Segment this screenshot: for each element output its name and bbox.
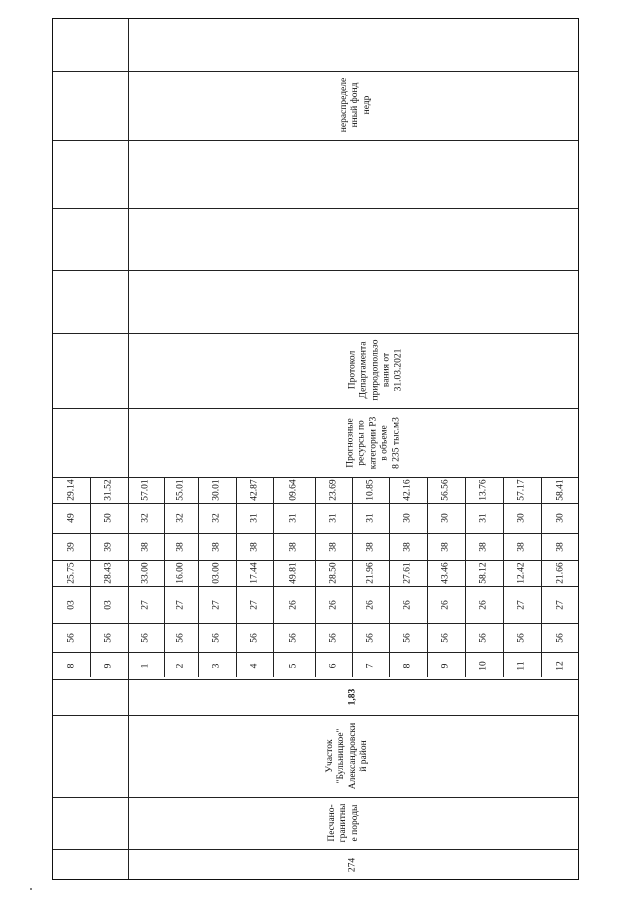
coord-cell-lon-sec: 42.87 <box>248 479 259 501</box>
point-divider <box>164 477 165 677</box>
coordinates-table <box>52 18 579 880</box>
coord-cell-lon-deg: 38 <box>440 541 451 552</box>
field-divider <box>128 560 578 561</box>
coord-cell-n: 8 <box>65 663 76 668</box>
coord-cell-lon-sec: 42.16 <box>402 479 413 501</box>
coord-cell-lon-sec: 57.01 <box>140 479 151 501</box>
coord-cell-lat-deg: 56 <box>248 632 259 643</box>
rock-type-cell: Песчано- гранитны е породы <box>326 803 360 843</box>
coord-cell-lon-min: 31 <box>248 513 259 523</box>
coord-cell-lon-min: 30 <box>402 513 413 523</box>
row-divider <box>53 208 578 209</box>
coord-cell-lat-sec: 43.46 <box>440 562 451 584</box>
field-divider <box>128 533 578 534</box>
coord-cell-n: 9 <box>440 663 451 668</box>
row-divider <box>53 71 578 72</box>
field-divider <box>53 560 128 561</box>
coord-cell-lat-sec: 25.75 <box>65 562 76 584</box>
coord-cell-lat-min: 27 <box>211 599 222 610</box>
coord-cell-lat-sec: 28.50 <box>327 562 338 584</box>
coord-cell-lon-min: 30 <box>554 513 565 523</box>
coord-cell-lon-deg: 38 <box>211 541 222 552</box>
fund-status-cell: нераспределе нный фонд недр <box>338 77 372 133</box>
point-divider <box>465 477 466 677</box>
column-divider <box>128 19 129 879</box>
coord-cell-lat-deg: 56 <box>288 632 299 643</box>
coord-cell-lat-min: 27 <box>554 599 565 610</box>
coord-cell-lat-deg: 56 <box>103 632 114 643</box>
point-divider <box>273 477 274 677</box>
point-divider <box>315 477 316 677</box>
coord-cell-lon-deg: 38 <box>554 541 565 552</box>
coord-cell-lon-deg: 38 <box>175 541 186 552</box>
point-divider <box>90 477 91 677</box>
coord-cell-lat-sec: 21.66 <box>554 562 565 584</box>
coord-cell-lon-sec: 29.14 <box>65 479 76 501</box>
coord-cell-lat-min: 26 <box>327 599 338 610</box>
coord-cell-lon-deg: 38 <box>364 541 375 552</box>
coord-cell-lat-deg: 56 <box>478 632 489 643</box>
coord-cell-lat-min: 26 <box>402 599 413 610</box>
field-divider <box>53 586 128 587</box>
coord-cell-lat-sec: 16.00 <box>175 562 186 584</box>
stray-dot <box>30 888 32 890</box>
row-divider <box>53 140 578 141</box>
field-divider <box>53 503 128 504</box>
row-divider <box>53 715 578 716</box>
field-divider <box>128 623 578 624</box>
point-divider <box>236 477 237 677</box>
point-divider <box>427 477 428 677</box>
coord-cell-lon-sec: 30.01 <box>211 479 222 501</box>
coord-cell-lon-deg: 38 <box>327 541 338 552</box>
point-divider <box>389 477 390 677</box>
coord-cell-lat-deg: 56 <box>211 632 222 643</box>
field-divider <box>53 533 128 534</box>
coord-cell-lon-deg: 38 <box>140 541 151 552</box>
coord-cell-n: 9 <box>103 663 114 668</box>
coord-cell-lon-min: 31 <box>288 513 299 523</box>
coord-cell-lon-deg: 38 <box>516 541 527 552</box>
coord-cell-n: 4 <box>248 663 259 668</box>
coord-cell-lat-sec: 28.43 <box>103 562 114 584</box>
coord-cell-lon-sec: 55.01 <box>175 479 186 501</box>
coord-cell-n: 5 <box>288 663 299 668</box>
coord-cell-lat-sec: 12.42 <box>516 562 527 584</box>
coord-cell-lon-deg: 39 <box>65 541 76 552</box>
point-divider <box>352 477 353 677</box>
coord-cell-lon-deg: 38 <box>478 541 489 552</box>
coord-cell-lat-min: 03 <box>103 599 114 610</box>
coord-cell-lon-deg: 38 <box>248 541 259 552</box>
coord-cell-lat-min: 26 <box>478 599 489 610</box>
coord-cell-lat-deg: 56 <box>327 632 338 643</box>
row-divider <box>53 679 578 680</box>
field-divider <box>53 652 128 653</box>
coord-cell-lon-deg: 38 <box>402 541 413 552</box>
coord-cell-lon-sec: 23.69 <box>327 479 338 501</box>
coord-cell-lat-sec: 58.12 <box>478 562 489 584</box>
coord-cell-lat-min: 27 <box>248 599 259 610</box>
coord-cell-lon-min: 32 <box>211 513 222 523</box>
point-divider <box>503 477 504 677</box>
coord-cell-lat-min: 26 <box>364 599 375 610</box>
coord-cell-lon-sec: 56.56 <box>440 479 451 501</box>
coord-cell-n: 3 <box>211 663 222 668</box>
coord-cell-lon-min: 31 <box>364 513 375 523</box>
coord-cell-lat-sec: 03.00 <box>211 562 222 584</box>
coord-cell-lon-min: 31 <box>478 513 489 523</box>
coord-cell-n: 6 <box>327 663 338 668</box>
coord-cell-n: 10 <box>478 660 489 671</box>
object-number: 274 <box>347 857 358 873</box>
coord-cell-lon-min: 32 <box>175 513 186 523</box>
field-divider <box>128 652 578 653</box>
coord-cell-lat-deg: 56 <box>140 632 151 643</box>
row-divider <box>53 333 578 334</box>
coord-cell-lat-deg: 56 <box>65 632 76 643</box>
point-divider <box>128 477 129 677</box>
coord-cell-lon-min: 30 <box>440 513 451 523</box>
coord-cell-lon-deg: 39 <box>103 541 114 552</box>
coord-cell-lat-deg: 56 <box>554 632 565 643</box>
coord-cell-lon-min: 49 <box>65 513 76 523</box>
coord-cell-lon-min: 32 <box>140 513 151 523</box>
coord-cell-lon-min: 31 <box>327 513 338 523</box>
coord-cell-lat-sec: 49.81 <box>288 562 299 584</box>
point-divider <box>541 477 542 677</box>
coord-cell-n: 8 <box>402 663 413 668</box>
coord-cell-lat-min: 26 <box>440 599 451 610</box>
coord-cell-lon-sec: 57.17 <box>516 479 527 501</box>
coord-cell-lat-deg: 56 <box>516 632 527 643</box>
coord-cell-lat-deg: 56 <box>364 632 375 643</box>
coord-cell-lat-deg: 56 <box>402 632 413 643</box>
row-divider <box>53 797 578 798</box>
resources-cell: Прогнозные ресурсы по категории Р3 в объеме 8 235 тыс.м3 <box>345 416 402 470</box>
coord-cell-lat-min: 27 <box>516 599 527 610</box>
coord-cell-lat-sec: 27.61 <box>402 562 413 584</box>
coord-cell-lon-deg: 38 <box>288 541 299 552</box>
coord-cell-n: 11 <box>516 660 527 671</box>
coord-cell-lat-deg: 56 <box>440 632 451 643</box>
row-divider <box>53 408 578 409</box>
row-divider <box>53 270 578 271</box>
coord-cell-n: 12 <box>554 660 565 671</box>
coord-cell-lat-sec: 17.44 <box>248 562 259 584</box>
coord-cell-lat-sec: 33.00 <box>140 562 151 584</box>
coord-cell-lat-min: 27 <box>140 599 151 610</box>
coord-cell-lon-min: 50 <box>103 513 114 523</box>
protocol-cell: Протокол Департамента природопользо вания от 31.03.2021 <box>347 339 404 401</box>
coord-cell-lon-sec: 13.76 <box>478 479 489 501</box>
point-divider <box>198 477 199 677</box>
field-divider <box>128 586 578 587</box>
coord-cell-lat-min: 26 <box>288 599 299 610</box>
coord-cell-lat-min: 27 <box>175 599 186 610</box>
coord-cell-lon-sec: 09.64 <box>288 479 299 501</box>
field-divider <box>128 503 578 504</box>
coord-cell-lat-min: 03 <box>65 599 76 610</box>
area-cell: 1,83 <box>347 688 358 706</box>
field-divider <box>53 623 128 624</box>
coord-cell-lat-sec: 21.96 <box>364 562 375 584</box>
coord-cell-lon-sec: 58.41 <box>554 479 565 501</box>
coord-cell-n: 7 <box>364 663 375 668</box>
site-name-cell: Участок "Бульницкое" Александровски й район <box>325 722 370 790</box>
coord-cell-lon-sec: 31.52 <box>103 479 114 501</box>
coord-cell-lat-deg: 56 <box>175 632 186 643</box>
coord-cell-n: 1 <box>140 663 151 668</box>
coord-cell-n: 2 <box>175 663 186 668</box>
coord-cell-lon-min: 30 <box>516 513 527 523</box>
coord-cell-lon-sec: 10.85 <box>364 479 375 501</box>
row-divider <box>53 849 578 850</box>
